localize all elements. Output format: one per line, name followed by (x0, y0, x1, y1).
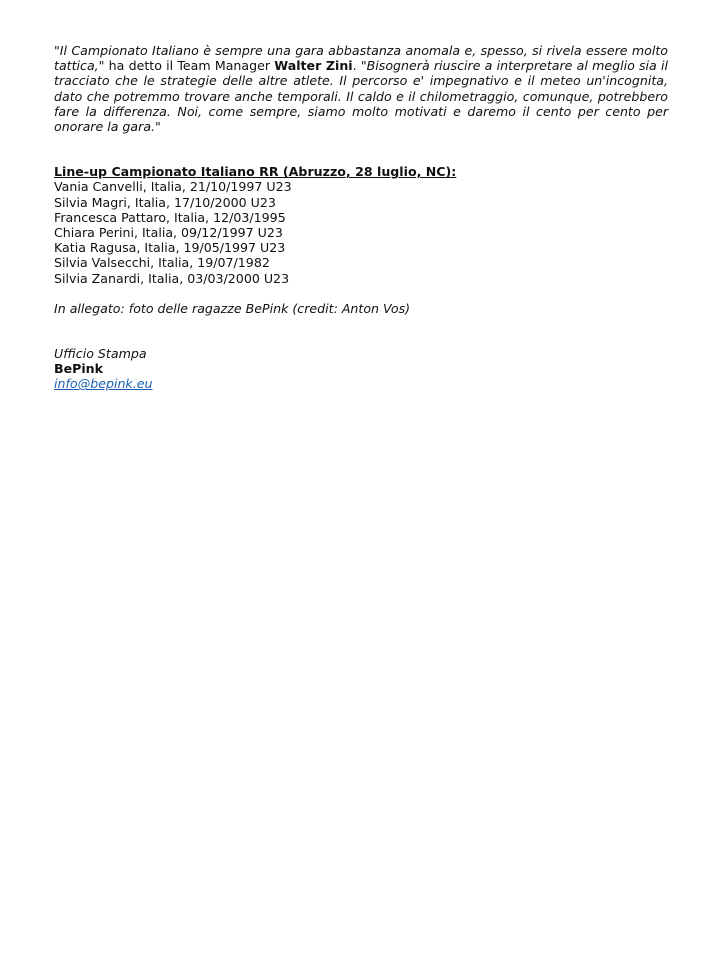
lineup-item: Francesca Pattaro, Italia, 12/03/1995 (54, 209, 286, 225)
press-office-label: Ufficio Stampa (54, 346, 147, 362)
quote-text-1: "Il Campionato Italiano è sempre una gara abbastanza anomala e, spesso, si rivela essere molto tattica," (54, 43, 668, 74)
lineup-item: Silvia Zanardi, Italia, 03/03/2000 U23 (54, 270, 290, 286)
lineup-item: Katia Ragusa, Italia, 19/05/1997 U23 (54, 240, 286, 256)
quote-paragraph (54, 43, 668, 134)
attachment-note: In allegato: foto delle ragazze BePink (credit: Anton Vos) (54, 300, 411, 316)
signature-block (54, 346, 668, 392)
document-page (54, 43, 668, 392)
quote-attribution: ha detto il Team Manager (104, 58, 275, 74)
quote-text-2: "Bisognerà riuscire a interpretare al meglio sia il tracciato che le strategie delle altre atlete. Il percorso e' impegnativo e il meteo un'incognita, dato che potremmo trovare anche temporali. Il caldo e il chilometraggio, comunque, potrebbero fare la differenza. Noi, come sempre, siamo molto motivati e daremo il cento per cento per onorare la gara." (54, 58, 668, 135)
team-manager-name: Walter Zini (274, 58, 353, 74)
lineup-item: Silvia Magri, Italia, 17/10/2000 U23 (54, 194, 276, 210)
lineup-item: Silvia Valsecchi, Italia, 19/07/1982 (54, 255, 270, 271)
quote-separator: . (352, 58, 361, 74)
lineup-list (54, 179, 668, 285)
lineup-title: Line-up Campionato Italiano RR (Abruzzo, 28 luglio, NC): (54, 164, 457, 180)
lineup-item: Chiara Perini, Italia, 09/12/1997 U23 (54, 225, 283, 241)
team-name: BePink (54, 361, 104, 377)
email-link[interactable]: info@bepink.eu (54, 376, 153, 392)
lineup-item: Vania Canvelli, Italia, 21/10/1997 U23 (54, 179, 292, 195)
